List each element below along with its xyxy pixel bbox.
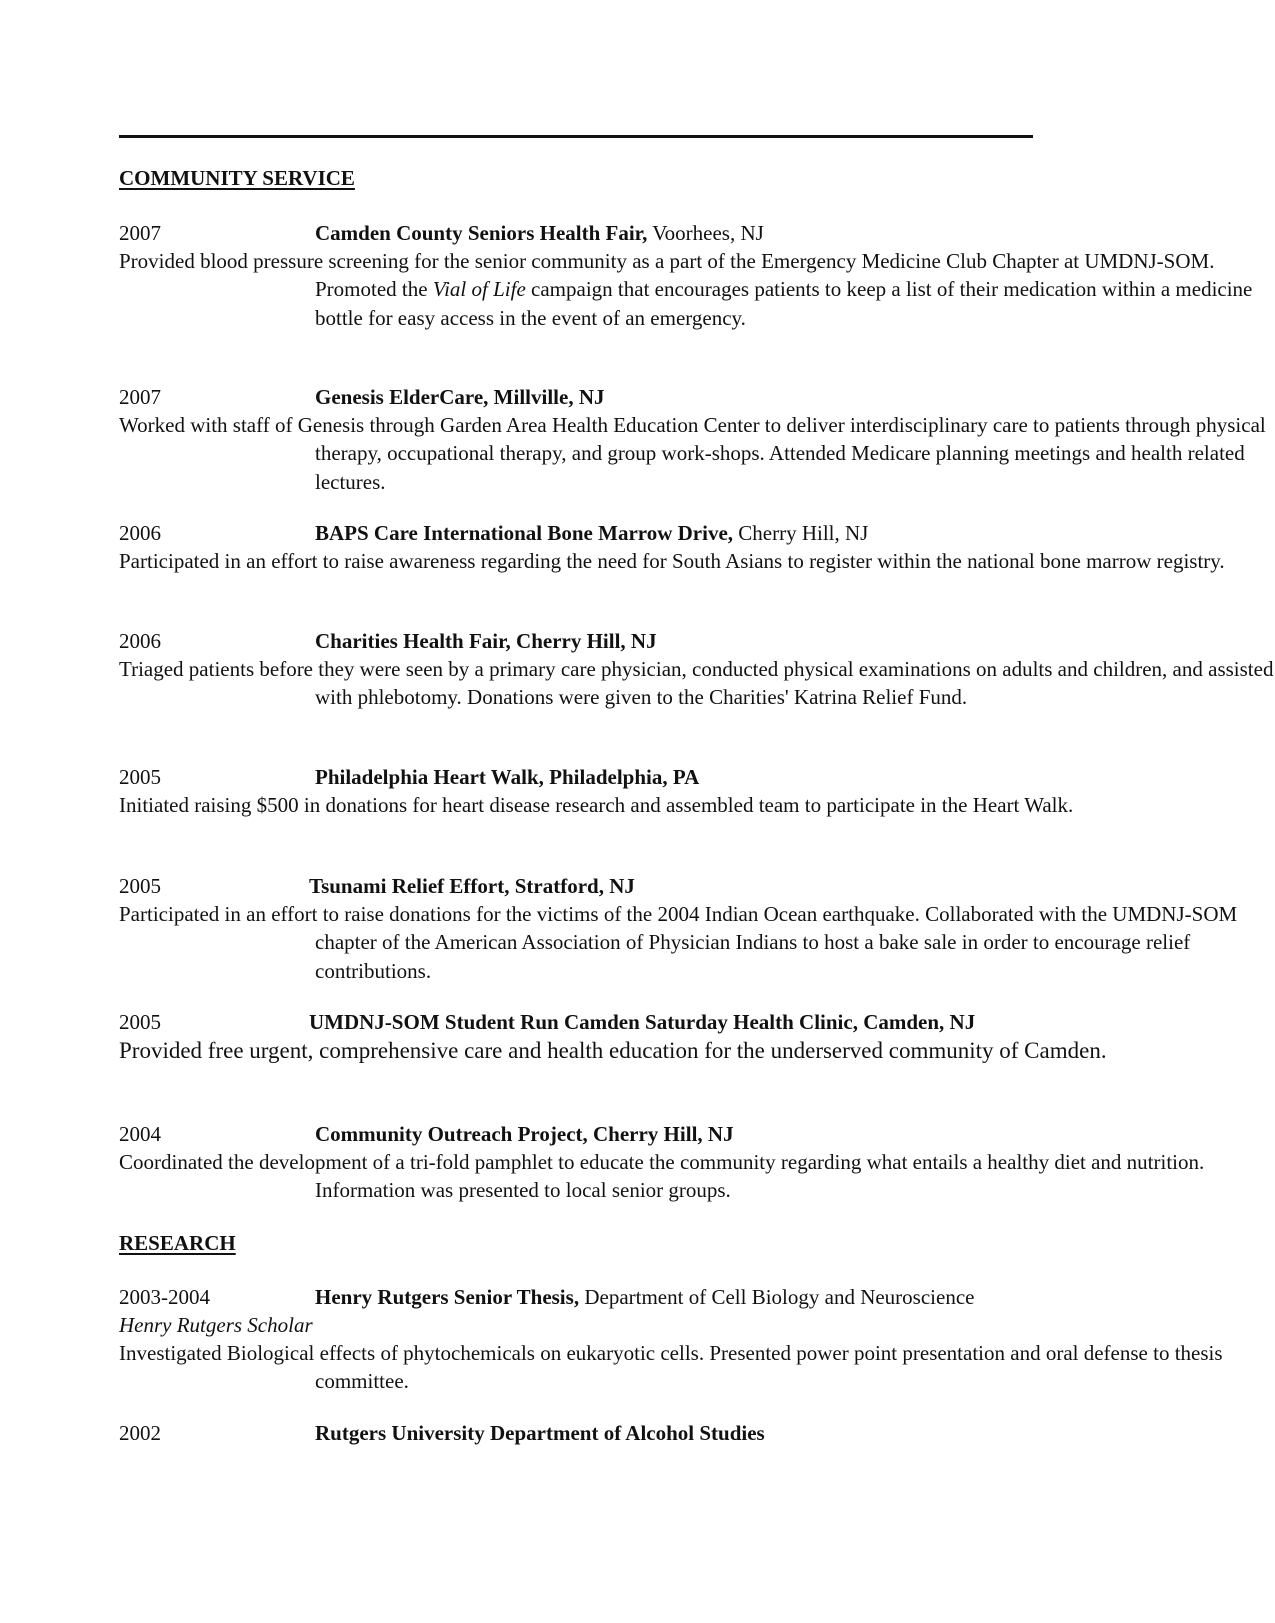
entry-header xyxy=(119,763,1179,791)
entry-title xyxy=(315,1419,765,1447)
entry-year: 2005 xyxy=(119,765,161,789)
community-entry xyxy=(119,1120,1205,1205)
community-entry xyxy=(119,519,1225,575)
entry-year: 2006 xyxy=(119,521,161,545)
entry-header xyxy=(119,383,1179,411)
entry-title-bold: UMDNJ-SOM Student Run Camden Saturday Health Clinic, Camden, NJ xyxy=(309,1010,976,1034)
research-entry xyxy=(119,1419,1179,1447)
entry-year: 2005 xyxy=(119,1010,161,1034)
entry-year: 2007 xyxy=(119,385,161,409)
scholar-designation: Henry Rutgers Scholar xyxy=(119,1313,313,1337)
entry-title-location: Voorhees, NJ xyxy=(647,221,764,245)
entry-title xyxy=(315,383,605,411)
community-entry xyxy=(119,383,1266,496)
entry-description: Participated in an effort to raise donations for the victims of the 2004 Indian Ocean earthquake. Collaborated with the UMDNJ-SOM chapter of the American Association of Physician Indians to host a bake sale in order to encourage relief contributions. xyxy=(119,902,1238,983)
entry-title-location: Department of Cell Biology and Neuroscience xyxy=(579,1285,975,1309)
entry-description: Investigated Biological effects of phytochemicals on eukaryotic cells. Presented power point presentation and oral defense to thesis committee. xyxy=(119,1341,1223,1394)
community-entry xyxy=(119,627,1274,712)
community-entry xyxy=(119,763,1179,819)
entry-year: 2005 xyxy=(119,874,161,898)
entry-description: Provided free urgent, comprehensive care and health education for the underserved community of Camden. xyxy=(119,1038,1107,1063)
desc-part: campaign that encourages patients to keep a list of their medication within a medicine bottle for easy access in the event of an emergency. xyxy=(315,277,1253,330)
entry-description: Worked with staff of Genesis through Garden Area Health Education Center to deliver interdisciplinary care to patients through physical therapy, occupational therapy, and group work-shops. Attended Medicare planning meetings and health related lectures. xyxy=(119,413,1266,494)
entry-title xyxy=(315,1283,974,1311)
entry-title xyxy=(309,1008,975,1036)
entry-title xyxy=(315,627,657,655)
entry-description: Coordinated the development of a tri-fold pamphlet to educate the community regarding what entails a healthy diet and nutrition. Information was presented to local senior groups. xyxy=(119,1150,1205,1203)
community-entry xyxy=(119,872,1238,985)
entry-header xyxy=(119,1419,1179,1447)
entry-year: 2002 xyxy=(119,1421,161,1445)
entry-year: 2003-2004 xyxy=(119,1285,210,1309)
desc-italic: Vial of Life xyxy=(432,277,526,302)
entry-title-bold: Philadelphia Heart Walk, Philadelphia, PA xyxy=(315,765,700,789)
entry-title-bold: Charities Health Fair, Cherry Hill, NJ xyxy=(315,629,657,653)
entry-title xyxy=(315,219,764,247)
entry-title xyxy=(315,519,868,547)
entry-header xyxy=(119,1120,1179,1148)
entry-title-bold: Genesis ElderCare, Millville, NJ xyxy=(315,385,605,409)
entry-year: 2007 xyxy=(119,221,161,245)
entry-title-bold: Community Outreach Project, Cherry Hill, NJ xyxy=(315,1122,734,1146)
entry-year: 2006 xyxy=(119,629,161,653)
research-entry xyxy=(119,1283,1223,1396)
desc-part: Provided blood pressure screening for the senior community as a part of the Emergency Medicine Club Chapter at UMDNJ-SOM. Promoted the xyxy=(119,249,1215,302)
entry-header xyxy=(119,1283,1179,1311)
entry-year: 2004 xyxy=(119,1122,161,1146)
entry-title-bold: BAPS Care International Bone Marrow Drive, xyxy=(315,521,734,545)
entry-header xyxy=(119,519,1179,547)
entry-title xyxy=(309,872,635,900)
entry-title-bold: Rutgers University Department of Alcohol Studies xyxy=(315,1421,765,1445)
entry-header xyxy=(119,872,1179,900)
research-heading: RESEARCH xyxy=(119,1231,236,1255)
entry-description: Initiated raising $500 in donations for heart disease research and assembled team to participate in the Heart Walk. xyxy=(119,793,1074,817)
entry-header xyxy=(119,219,1179,247)
entry-title-bold: Tsunami Relief Effort, Stratford, NJ xyxy=(309,874,635,898)
entry-title-bold: Henry Rutgers Senior Thesis, xyxy=(315,1285,580,1309)
top-horizontal-rule xyxy=(119,135,1033,138)
community-entry xyxy=(119,1008,1179,1066)
entry-description: Participated in an effort to raise awareness regarding the need for South Asians to register within the national bone marrow registry. xyxy=(119,549,1225,573)
entry-title-location: Cherry Hill, NJ xyxy=(733,521,869,545)
entry-header xyxy=(119,1008,1179,1036)
entry-description: Triaged patients before they were seen by a primary care physician, conducted physical examinations on adults and children, and assisted with phlebotomy. Donations were given to the Charities' Katrina Relief Fund. xyxy=(119,657,1274,710)
community-entry xyxy=(119,219,1253,332)
community-service-heading: COMMUNITY SERVICE xyxy=(119,166,355,190)
entry-title xyxy=(315,763,699,791)
entry-header xyxy=(119,627,1179,655)
entry-description xyxy=(119,247,1275,332)
entry-title xyxy=(315,1120,734,1148)
entry-title-bold: Camden County Seniors Health Fair, xyxy=(315,221,648,245)
